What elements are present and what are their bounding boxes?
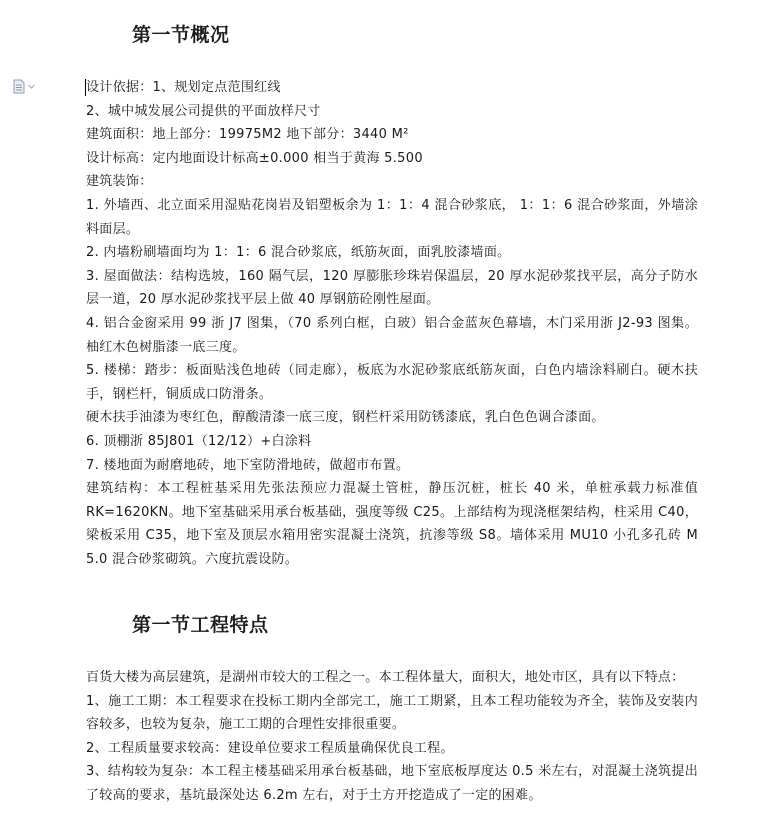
paragraph: 2、工程质量要求较高：建设单位要求工程质量确保优良工程。 bbox=[86, 740, 454, 756]
paragraph: 设计标高：定内地面设计标高±0.000 相当于黄海 5.500 bbox=[86, 150, 423, 166]
paragraph: 建筑面积：地上部分：19975M2 地下部分：3440 M² bbox=[86, 127, 409, 143]
paragraph: 4. 铝合金窗采用 99 浙 J7 图集，（70 系列白框，白玻）铝合金蓝灰色幕墙，木门采用浙 J2-93 图集。柚红木色树脂漆一底三度。 bbox=[86, 315, 698, 355]
paragraph: 3、结构较为复杂：本工程主楼基础采用承台板基础，地下室底板厚度达 0.5 米左右，对混凝土浇筑提出了较高的要求，基坑最深处达 6.2m 左右，对于土方开挖造成了一定的困难。 bbox=[86, 764, 698, 803]
paragraph: 硬木扶手油漆为枣红色，醇酸清漆一底三度，钢栏杆采用防锈漆底，乳白色色调合漆面。 bbox=[86, 410, 605, 426]
section-1-title: 第一节概况 bbox=[132, 24, 230, 46]
paragraph: 6. 顶棚浙 85J801（12/12）+白涂料 bbox=[86, 433, 312, 449]
paragraph: 百货大楼为高层建筑，是湖州市较大的工程之一。本工程体量大，面积大，地处市区，具有以下特点： bbox=[86, 670, 685, 685]
paragraph: 7. 楼地面为耐磨地砖，地下室防滑地砖，做超市布置。 bbox=[86, 457, 410, 473]
chevron-down-icon bbox=[28, 84, 35, 89]
section-2-body bbox=[86, 666, 698, 808]
paragraph: 设计依据：1、规划定点范围红线 bbox=[86, 80, 281, 95]
document-icon bbox=[12, 79, 26, 94]
paragraph: 建筑结构：本工程桩基采用先张法预应力混凝土管桩，静压沉桩，桩长 40 米，单桩承载力标准值 RK=1620KN。地下室基础采用承台板基础，强度等级 C25。上部结构为现浇框架结构，柱采用 C40，梁板采用 C35，地下室及顶层水箱用密实混凝土浇筑，抗渗等级 S8。墙体采用 MU10 小孔多孔砖 M 5.0 混合砂浆砌筑。六度抗震设防。 bbox=[86, 481, 698, 567]
paragraph: 2、城中城发展公司提供的平面放样尺寸 bbox=[86, 103, 321, 119]
section-2-title: 第一节工程特点 bbox=[132, 614, 269, 636]
paragraph: 2. 内墙粉刷墙面均为 1：1：6 混合砂浆底，纸筋灰面，面乳胶漆墙面。 bbox=[86, 245, 511, 261]
paragraph: 5. 楼梯：踏步：板面贴浅色地砖（同走廊），板底为水泥砂浆底纸筋灰面，白色内墙涂料刷白。硬木扶手，钢栏杆，铜质成口防滑条。 bbox=[86, 363, 698, 402]
paragraph: 1. 外墙西、北立面采用湿贴花岗岩及铝塑板余为 1：1：4 混合砂浆底， 1：1：6 混合砂浆面，外墙涂料面层。 bbox=[86, 197, 698, 237]
paragraph: 建筑装饰： bbox=[86, 174, 153, 190]
section-1-body bbox=[86, 76, 698, 571]
document-options[interactable] bbox=[12, 78, 40, 94]
paragraph: 1、施工工期：本工程要求在投标工期内全部完工，施工工期紧，且本工程功能较为齐全，装饰及安装内容较多，也较为复杂，施工工期的合理性安排很重要。 bbox=[86, 693, 698, 733]
paragraph: 3. 屋面做法：结构选坡，160 隔气层，120 厚膨胀珍珠岩保温层，20 厚水泥砂浆找平层，高分子防水层一道，20 厚水泥砂浆找平层上做 40 厚钢筋砼刚性屋面。 bbox=[86, 268, 698, 308]
